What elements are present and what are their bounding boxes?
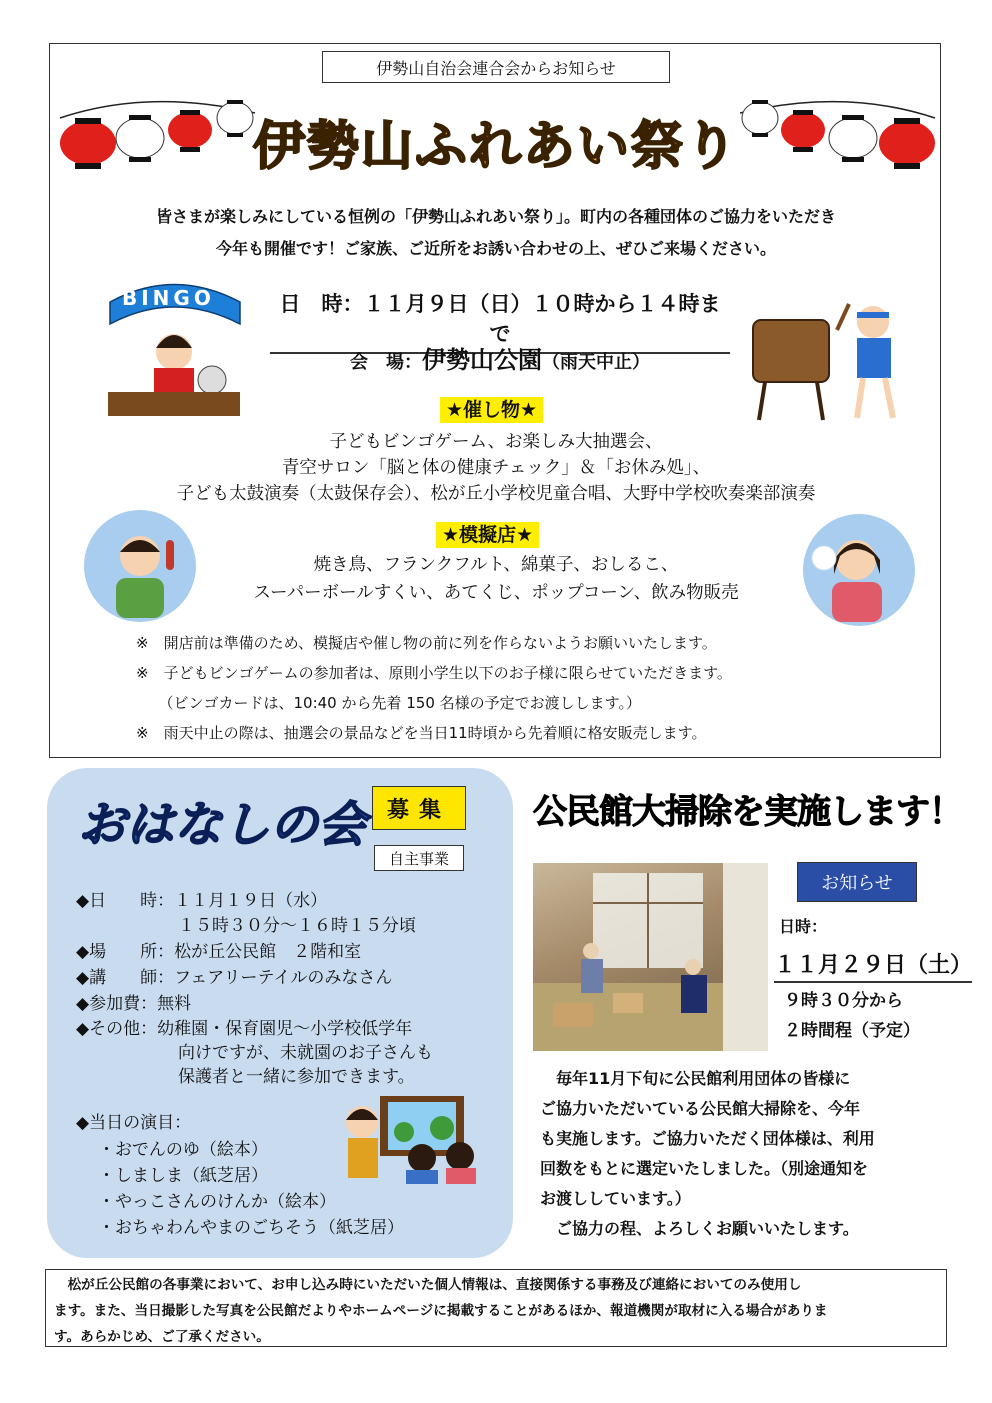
venue-note: （雨天中止）: [542, 352, 650, 373]
stall-line: 焼き鳥、フランクフルト、綿菓子、おしるこ、: [313, 555, 679, 575]
datetime-value: １１月９日（日）１０時から１４時まで: [363, 292, 721, 346]
bingo-sign: BINGO: [122, 286, 215, 310]
ohanashi-line: ◆その他：幼稚園・保育園児～小学校低学年: [76, 1019, 413, 1039]
kids-storytelling-icon: [342, 1092, 484, 1184]
program-item: ・しましま（紙芝居）: [98, 1166, 268, 1186]
cleaning-para-line: お渡ししています。）: [540, 1189, 691, 1208]
girl-cotton-candy-icon: [800, 514, 918, 626]
cleaning-para-line: も実施します。ご協力いただく団体様は、利用: [540, 1129, 875, 1148]
event-line: 子どもビンゴゲーム、お楽しみ大抽選会、: [329, 432, 663, 452]
cleaning-photo: [533, 863, 768, 1051]
notice-badge: お知らせ: [797, 862, 917, 902]
privacy-footer: [45, 1269, 947, 1347]
cleaning-para-line: ご協力いただいている公民館大掃除を、今年: [540, 1099, 861, 1118]
program-item: ・おちゃわんやまのごちそう（紙芝居）: [98, 1218, 404, 1238]
ohanashi-line: ◆参加費：無料: [76, 994, 192, 1014]
ohanashi-title: おはなしの会: [78, 797, 367, 853]
drum-illustration: [745, 290, 925, 430]
festival-title: 伊勢山ふれあい祭り: [252, 117, 739, 177]
ohanashi-line: 保護者と一緒に参加できます。: [76, 1067, 415, 1087]
footer-line: 松が丘公民館の各事業において、お申し込み時にいただいた個人情報は、直接関係する事務及び連絡においてのみ使用し: [54, 1277, 802, 1293]
stall-line: スーパーボールすくい、あてくじ、ポップコーン、飲み物販売: [253, 583, 739, 603]
ohanashi-line: ◆講 師：フェアリーテイルのみなさん: [76, 968, 393, 988]
cleaning-date-label: 日時：: [779, 917, 828, 936]
cleaning-para-line: 毎年11月下旬に公民館利用団体の皆様に: [540, 1069, 851, 1088]
cleaning-para-line: 回数をもとに選定いたしました。（別途通知を: [540, 1159, 869, 1178]
footer-line: す。あらかじめ、ご了承ください。: [54, 1329, 270, 1345]
venue-value: 伊勢山公園: [422, 346, 542, 374]
festival-intro-line1: 皆さまが楽しみにしている恒例の「伊勢山ふれあい祭り」。町内の各種団体のご協力をいただき: [155, 207, 836, 226]
festival-intro-line2: 今年も開催です！ご家族、ご近所をお誘い合わせの上、ぜひご来場ください。: [215, 239, 776, 258]
cleaning-title: 公民館大掃除を実施します！: [533, 792, 962, 832]
cleaning-time2: ２時間程（予定）: [784, 1021, 920, 1041]
note-line: （ビンゴカードは、10:40 から先着 150 名様の予定でお渡しします。）: [136, 694, 641, 712]
recruit-badge: 募集: [372, 786, 466, 830]
note-line: ※ 雨天中止の際は、抽選会の景品などを当日11時頃から先着順に格安販売します。: [136, 724, 707, 742]
festival-venue: [290, 340, 710, 375]
ohanashi-line: 向けですが、未就園のお子さんも: [76, 1043, 433, 1063]
program-heading: ◆当日の演目：: [76, 1113, 192, 1133]
cleaning-time1: ９時３０分から: [784, 991, 903, 1011]
program-item: ・やっこさんのけんか（絵本）: [98, 1192, 336, 1212]
ohanashi-line: １５時３０分～１６時１５分頃: [76, 916, 416, 936]
ohanashi-line: ◆場 所：松が丘公民館 ２階和室: [76, 942, 362, 962]
stalls-heading: ★模擬店★: [436, 520, 539, 547]
cleaning-para-line: ご協力の程、よろしくお願いいたします。: [540, 1219, 859, 1238]
festival-header: 伊勢山自治会連合会からお知らせ: [322, 51, 670, 83]
program-item: ・おでんのゆ（絵本）: [98, 1140, 268, 1160]
bingo-illustration: [100, 272, 248, 422]
events-heading: ★催し物★: [440, 395, 543, 422]
ohanashi-line: ◆日 時：１１月１９日（水）: [76, 891, 328, 911]
note-line: ※ 子どもビンゴゲームの参加者は、原則小学生以下のお子様に限らせていただきます。: [136, 664, 732, 682]
self-project-badge: 自主事業: [374, 845, 464, 871]
event-line: 青空サロン「脳と体の健康チェック」＆「お休み処」、: [281, 458, 711, 478]
note-line: ※ 開店前は準備のため、模擬店や催し物の前に列を作らないようお願いいたします。: [136, 634, 717, 652]
venue-label: 会 場：: [350, 352, 422, 373]
event-line: 子ども太鼓演奏（太鼓保存会）、松が丘小学校児童合唱、大野中学校吹奏楽部演奏: [176, 484, 816, 504]
cleaning-date-value: １１月２９日（土）: [774, 948, 972, 983]
datetime-label: 日 時：: [279, 292, 364, 316]
footer-line: ます。また、当日撮影した写真を公民館だよりやホームページに掲載することがあるほか、報道機関が取材に入る場合がありま: [54, 1303, 828, 1319]
